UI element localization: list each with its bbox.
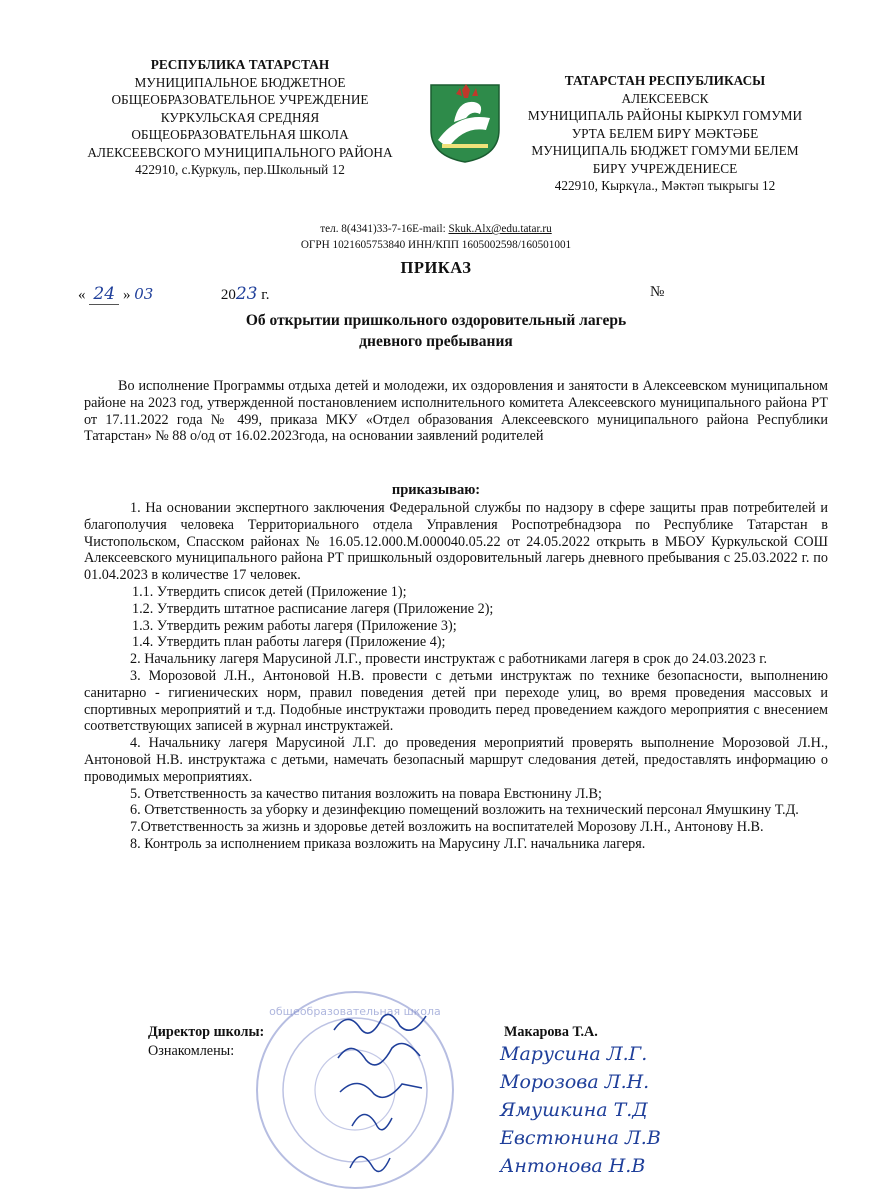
- order-number-label: №: [650, 284, 665, 300]
- header-left-line3: ОБЩЕОБРАЗОВАТЕЛЬНОЕ УЧРЕЖДЕНИЕ: [111, 92, 369, 107]
- header-right-line6: БИРҮ УЧРЕЖДЕНИЕСЕ: [592, 160, 738, 176]
- phone-text: тел. 8(4341)33-7-16E-mail:: [320, 223, 449, 235]
- date-close-quote: »: [123, 287, 131, 303]
- order-item-1-3: 1.3. Утвердить режим работы лагеря (Приложение 3);: [132, 617, 457, 634]
- contacts-line: [0, 222, 872, 237]
- order-subject-line1: Об открытии пришкольного оздоровительный лагерь: [245, 312, 627, 329]
- header-left-line5: ОБЩЕОБРАЗОВАТЕЛЬНАЯ ШКОЛА: [131, 127, 349, 142]
- order-item-1: 1. На основании экспертного заключения Федеральной службы по надзору в сфере защиты прав потребителей и благополучия человека Территориального отдела Управления Роспотребнадзора по Республике Татарстан в Чистопольском, Спасском районах № 16.05.12.000.М.000040.05.22 от 24.05.2022 открыть в МБОУ Куркульской СОШ Алексеевского муниципального района РТ пришкольный оздоровительный лагерь дневного пребывания с 25.03.2022 г. по 01.04.2023 в количестве 17 человек.: [84, 500, 828, 584]
- preamble-block: [84, 378, 828, 445]
- header-right-republic: ТАТАРСТАН РЕСПУБЛИКАСЫ: [564, 73, 766, 88]
- header-left-line6: АЛЕКСЕЕВСКОГО МУНИЦИПАЛЬНОГО РАЙОНА: [87, 144, 393, 160]
- date-year-label: г.: [261, 287, 270, 303]
- acquainted-label: Ознакомлены:: [148, 1043, 235, 1059]
- date-open-quote: «: [78, 287, 86, 303]
- handwritten-name-4: Евстюнина Л.В: [500, 1127, 661, 1149]
- acquainted-handwritten-names: [500, 1040, 820, 1180]
- header-left-republic: РЕСПУБЛИКА ТАТАРСТАН: [150, 57, 330, 72]
- order-item-2: 2. Начальнику лагеря Марусиной Л.Г., провести инструктаж с работниками лагеря в срок до 24.03.2023 г.: [130, 651, 768, 668]
- handwritten-name-3: Ямушкина Т.Д: [500, 1099, 648, 1121]
- director-name: Макарова Т.А.: [504, 1024, 598, 1040]
- header-left-block: [60, 56, 420, 179]
- handwritten-name-2: Морозова Л.Н.: [500, 1071, 650, 1093]
- order-item-5: 5. Ответственность за качество питания возложить на повара Евстюнину Л.В;: [130, 785, 602, 802]
- order-item-3: 3. Морозовой Л.Н., Антоновой Н.В. провести с детьми инструктаж по технике безопасности, выполнению санитарно - гигиенических норм, правил поведения детей при переходе улиц, во время проведения массовых и спортивных мероприятий и т.д. Подобные инструктажи проводить перед проведением каждого мероприятия с внесением соответствующих записей в журнал инструктажей.: [84, 667, 828, 735]
- order-subject-line2: дневного пребывания: [359, 333, 513, 350]
- date-line: [78, 284, 778, 306]
- order-item-4: 4. Начальнику лагеря Марусиной Л.Г. до проведения мероприятий проверять выполнение Морозовой Л.Н., Антоновой Н.В. инструктажа с детьми, намечать безопасный маршрут следования детей, предоставлять информацию о проводимых мероприятиях.: [84, 735, 828, 785]
- header-right-block: [500, 72, 830, 195]
- director-label: Директор школы:: [148, 1024, 265, 1040]
- date-year-suffix: 23: [235, 284, 258, 304]
- ogrn-line: ОГРН 1021605753840 ИНН/КПП 1605002598/160501001: [300, 239, 572, 251]
- header-left-address: 422910, с.Куркуль, пер.Школьный 12: [135, 162, 345, 177]
- header-right-line3: МУНИЦИПАЛЬ РАЙОНЫ КЫРКУЛ ГОМУМИ: [527, 108, 803, 123]
- preamble-text: Во исполнение Программы отдыха детей и молодежи, их оздоровления и занятости в Алексеевском муниципальном районе на 2023 год, утвержденной постановлением исполнительного комитета Алексеевского муниципального района РТ от 17.11.2022 года № 499, приказа МКУ «Отдел образования Алексеевского муниципального района Республики Татарстан» № 88 о/од от 16.02.2023года, на основании заявлений родителей: [84, 378, 828, 445]
- date-year-prefix: 20: [220, 287, 236, 303]
- order-subject: [0, 310, 872, 352]
- header-right-line4: УРТА БЕЛЕМ БИРҮ МӘКТӘБЕ: [571, 125, 759, 141]
- handwritten-signatures: [330, 1008, 440, 1188]
- header-right-line5: МУНИЦИПАЛЬ БЮДЖЕТ ГОМУМИ БЕЛЕМ: [531, 143, 799, 158]
- header-left-line2: МУНИЦИПАЛЬНОЕ БЮДЖЕТНОЕ: [134, 74, 346, 90]
- order-item-1-2: 1.2. Утвердить штатное расписание лагеря (Приложение 2);: [132, 600, 494, 617]
- date-day: 24: [89, 284, 119, 305]
- stamp-text: общеобразовательная школа: [269, 1005, 441, 1018]
- coat-of-arms-emblem: [428, 82, 502, 164]
- order-item-1-1: 1.1. Утвердить список детей (Приложение 1);: [132, 583, 407, 600]
- order-item-8: 8. Контроль за исполнением приказа возложить на Марусину Л.Г. начальника лагеря.: [130, 835, 646, 852]
- date-month: 03: [134, 285, 154, 303]
- order-item-7: 7.Ответственность за жизнь и здоровье детей возложить на воспитателей Морозову Л.Н., Антонову Н.В.: [130, 819, 764, 836]
- document-title: ПРИКАЗ: [400, 258, 472, 277]
- handwritten-name-1: Марусина Л.Г.: [500, 1043, 648, 1065]
- order-word: приказываю:: [391, 482, 481, 498]
- email-link[interactable]: Skuk.Alx@edu.tatar.ru: [448, 223, 552, 235]
- order-item-6: 6. Ответственность за уборку и дезинфекцию помещений возложить на технический персонал Ямушкину Т.Д.: [130, 802, 799, 819]
- order-items: [84, 500, 828, 853]
- header-left-line4: КУРКУЛЬСКАЯ СРЕДНЯЯ: [160, 109, 320, 125]
- order-item-1-4: 1.4. Утвердить план работы лагеря (Приложение 4);: [132, 634, 446, 651]
- header-right-address: 422910, Кыркүла., Мәктәп тыкрыгы 12: [554, 178, 776, 193]
- header-right-line2: АЛЕКСЕЕВСК: [621, 90, 709, 106]
- handwritten-name-5: Антонова Н.В: [500, 1155, 646, 1177]
